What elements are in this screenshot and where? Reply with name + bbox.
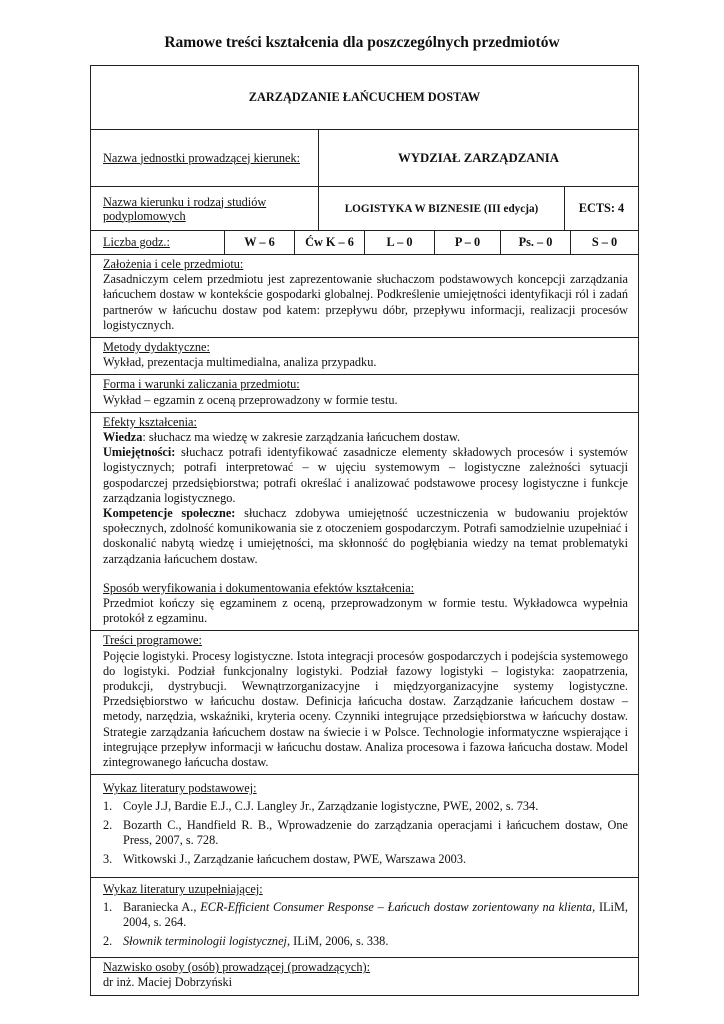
literature-extra-heading: Wykaz literatury uzupełniającej: [103,882,263,897]
literature-basic-section [91,775,638,878]
hours-cwk: Ćw K – 6 [295,231,365,254]
program-row [91,187,638,231]
ects-cell [565,187,638,230]
hours-label-cell [91,231,225,254]
methods-section [91,338,638,375]
knowledge-paragraph [103,430,628,445]
aims-heading: Założenia i cele przedmiotu: [103,257,244,271]
social-paragraph [103,506,628,567]
program-label: Nazwa kierunku i rodzaj studiów podyplomowych [103,194,267,223]
literature-basic-heading: Wykaz literatury podstawowej: [103,781,257,796]
hours-p: P – 0 [435,231,501,254]
ects-value: ECTS: 4 [578,201,625,215]
skills-label: Umiejętności: [103,445,176,460]
subject-row [91,66,638,130]
list-item: 2. Bozarth C., Handfield R. B., Wprowadzenie do zarządzania operacjami i łańcuchem dostaw, One Press, 2007, s. 728. [103,817,628,847]
lecturer-heading: Nazwisko osoby (osób) prowadzącej (prowadzących): [103,960,371,975]
methods-heading: Metody dydaktyczne: [103,340,210,355]
unit-value-cell [319,130,638,186]
skills-paragraph [103,445,628,506]
lecturer-name: dr inż. Maciej Dobrzyński [103,975,233,990]
list-item: 1. Coyle J.J, Bardie E.J., C.J. Langley Jr., Zarządzanie logistyczne, PWE, 2002, s. 734. [103,798,539,813]
literature-extra-section [91,878,638,958]
page-title: Ramowe treści kształcenia dla poszczególnych przedmiotów [164,34,560,51]
assessment-section [91,375,638,412]
hours-s: S – 0 [591,235,618,249]
knowledge-label: Wiedza [103,430,143,445]
list-item: 1. Baraniecka A., ECR-Efficient Consumer Response – Łańcuch dostaw zorientowany na klienta, ILiM, 2004, s. 264. [103,899,628,929]
hours-label: Liczba godz.: [103,235,170,249]
list-item: 3. Witkowski J., Zarządzanie łańcuchem dostaw, PWE, Warszawa 2003. [103,852,467,867]
social-label: Kompetencje społeczne: [103,506,236,521]
aims-text: Zasadniczym celem przedmiotu jest zaprezentowanie słuchaczom podstawowych koncepcji zarządzania łańcuchem dostaw w kontekście gospodarki globalnej. Podkreślenie umiejętności identyfikacji ról i zadań partnerów w łańcuchu dostaw pod katem: przepływu dóbr, przepływu informacji, realizacji procesów logistycznych. [103,272,628,332]
methods-text: Wykład, prezentacja multimedialna, analiza przypadku. [103,355,377,370]
assessment-text: Wykład – egzamin z oceną przeprowadzony w formie testu. [103,392,398,407]
program-label-cell [91,187,319,230]
syllabus-table [90,65,639,996]
unit-row [91,130,638,187]
hours-l: L – 0 [365,231,435,254]
lecturer-section [91,958,638,994]
verification-text: Przedmiot kończy się egzaminem z oceną, przeprowadzonym w formie testu. Wykładowca wypełnia protokół z egzaminu. [103,596,628,626]
unit-value: WYDZIAŁ ZARZĄDZANIA [397,150,560,165]
content-heading: Treści programowe: [103,633,202,648]
verification-heading: Sposób weryfikowania i dokumentowania efektów kształcenia: [103,580,415,595]
content-text: Pojęcie logistyki. Procesy logistyczne. Istota integracji procesów gospodarczych i podejścia systemowego do logistyki. Podział funkcjonalny logistyki. Podział fazowy logistyki – logistyka: zaopatrzenia, produkcji, dystrybucji. Wewnątrzorganizacyjne i międzyorganizacyjne systemy logistyczne. Przedsiębiorstwo w łańcuchu dostaw. Definicja łańcucha dostaw. Zarządzanie łańcuchem dostaw – metody, narzędzia, wskaźniki, kryteria oceny. Czynniki integrujące przedsiębiorstwa w łańcuchy dostaw. Strategie zarządzania łańcuchem dostaw na świecie i w Polsce. Technologie informatyczne wspierające i integrujące przepływ informacji w łańcuchu dostaw. Analiza procesowa i fazowa łańcucha dostaw. Model zintegrowanego łańcucha dostaw. [103,648,628,770]
outcomes-heading: Efekty kształcenia: [103,414,197,429]
unit-label: Nazwa jednostki prowadzącej kierunek: [103,150,301,165]
outcomes-section [91,413,638,632]
assessment-heading: Forma i warunki zaliczania przedmiotu: [103,377,300,392]
program-value-cell [319,187,565,230]
hours-ps: Ps. – 0 [501,231,571,254]
list-item: 2. Słownik terminologii logistycznej, ILiM, 2006, s. 338. [103,933,389,948]
aims-section [91,255,638,338]
hours-w: W – 6 [225,231,295,254]
content-section [91,631,638,775]
knowledge-text: : słuchacz ma wiedzę w zakresie zarządzania łańcuchem dostaw. [142,430,461,445]
social-text: słuchacz zdobywa umiejętność uczestniczenia w budowaniu projektów społecznych, zdolność komunikowania sie z otoczeniem gospodarczym. Potrafi samodzielnie uzupełniać i doskonalić nabytą wiedzę i umiejętności, ma skłonność do pogłębiania wiedzy na temat problematyki zarządzania łańcuchem dostaw. [103,506,629,566]
literature-basic-list [103,799,628,868]
program-value: LOGISTYKA W BIZNESIE (III edycja) [344,202,539,215]
literature-extra-list [103,900,628,950]
subject-title: ZARZĄDZANIE ŁAŃCUCHEM DOSTAW [248,90,481,104]
skills-text: słuchacz potrafi identyfikować zasadnicze elementy składowych procesów i systemów logistycznych; potrafi interpretować – w ujęciu systemowym – logistyczne zależności sytuacji gospodarczej przedsiębiorstwa; potrafi określać i analizować podstawowe procesy logistyczne i funkcje zarządzania logistycznego. [103,445,628,505]
unit-label-cell [91,130,319,186]
hours-row [91,231,638,255]
